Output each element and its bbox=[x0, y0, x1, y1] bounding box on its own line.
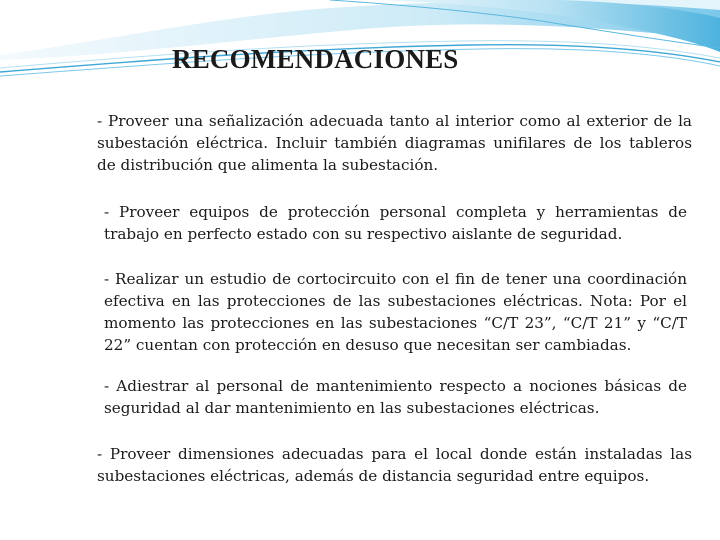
recommendation-5: - Proveer dimensiones adecuadas para el local donde están instaladas las subestaciones eléctricas, además de distancia seguridad entre equipos. bbox=[97, 445, 692, 485]
recommendation-1: - Proveer una señalización adecuada tanto al interior como al exterior de la subestación eléctrica. Incluir también diagramas unifilares de los tableros de distribución que alimenta la subestación. bbox=[97, 112, 692, 174]
recommendation-3: - Realizar un estudio de cortocircuito con el fin de tener una coordinación efectiva en las protecciones de las subestaciones eléctricas. Nota: Por el momento las protecciones en las subestaciones “C/T 23”, “C/T 21” y “C/T 22” cuentan con protección en desuso que necesitan ser cambiadas. bbox=[104, 270, 687, 354]
recommendation-2: - Proveer equipos de protección personal completa y herramientas de trabajo en perfecto estado con su respectivo aislante de seguridad. bbox=[104, 203, 687, 243]
slide-title: RECOMENDACIONES bbox=[172, 44, 459, 74]
recommendation-4: - Adiestrar al personal de mantenimiento respecto a nociones básicas de seguridad al dar mantenimiento en las subestaciones eléctricas. bbox=[104, 377, 687, 417]
